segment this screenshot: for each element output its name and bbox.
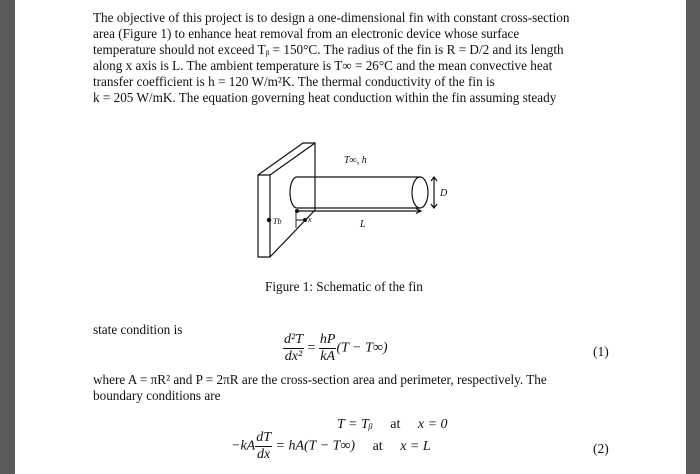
eq1-rhs-numerator: hP [319,332,336,347]
fin-end [412,177,428,208]
paragraph-line: boundary conditions are [93,388,221,403]
axis-label: x [308,215,312,224]
diameter-arrow [431,177,437,208]
eq1-equals: = [307,340,316,356]
bc1-at: at [390,417,401,432]
where-paragraph [93,372,547,404]
eq1-rhs-tail: (T − T∞) [336,340,388,356]
bc2-at: at [372,438,383,454]
bc1-condition: x = 0 [417,417,448,432]
eq1-lhs-numerator: d²T [284,332,303,347]
bc2-denominator: dx [257,447,271,462]
bc2-condition: x = L [400,438,431,454]
equation-1 [283,332,388,365]
boundary-condition-2 [231,430,431,463]
document-page [15,0,686,474]
ambient-label: T∞, h [344,155,367,166]
equation-2-number: (2) [593,441,609,456]
paragraph-line: where A = πR² and P = 2πR are the cross-section area and perimeter, respectively. The [93,372,547,387]
eq1-lhs-denominator: dx² [284,349,303,364]
paragraph-line: temperature should not exceed Tᵦ = 150°C. The radius of the fin is R = D/2 and its length [93,42,564,57]
paragraph-line: The objective of this project is to design a one-dimensional fin with constant cross-section [93,10,570,25]
paragraph-line: k = 205 W/mK. The equation governing heat conduction within the fin assuming steady [93,90,557,105]
bc2-prefix: −kA [231,438,256,454]
bc2-numerator: dT [256,430,272,445]
bc1-lhs: T = Tᵦ [337,417,373,432]
diameter-label: D [440,188,448,199]
state-text: state condition is [93,322,183,337]
bc2-rhs: = hA(T − T∞) [275,438,356,454]
eq1-rhs-denominator: kA [320,349,336,364]
base-temp-label: Tb [273,217,282,226]
length-label: L [360,219,366,230]
figure-caption: Figure 1: Schematic of the fin [265,279,423,294]
equation-1-number: (1) [593,344,609,359]
paragraph-line: area (Figure 1) to enhance heat removal from an electronic device whose surface [93,26,520,41]
paragraph-line: along x axis is L. The ambient temperature is T∞ = 26°C and the mean convective heat [93,58,553,73]
wall-plate [258,143,315,257]
paragraph-line: transfer coefficient is h = 120 W/m²K. The thermal conductivity of the fin is [93,74,495,89]
